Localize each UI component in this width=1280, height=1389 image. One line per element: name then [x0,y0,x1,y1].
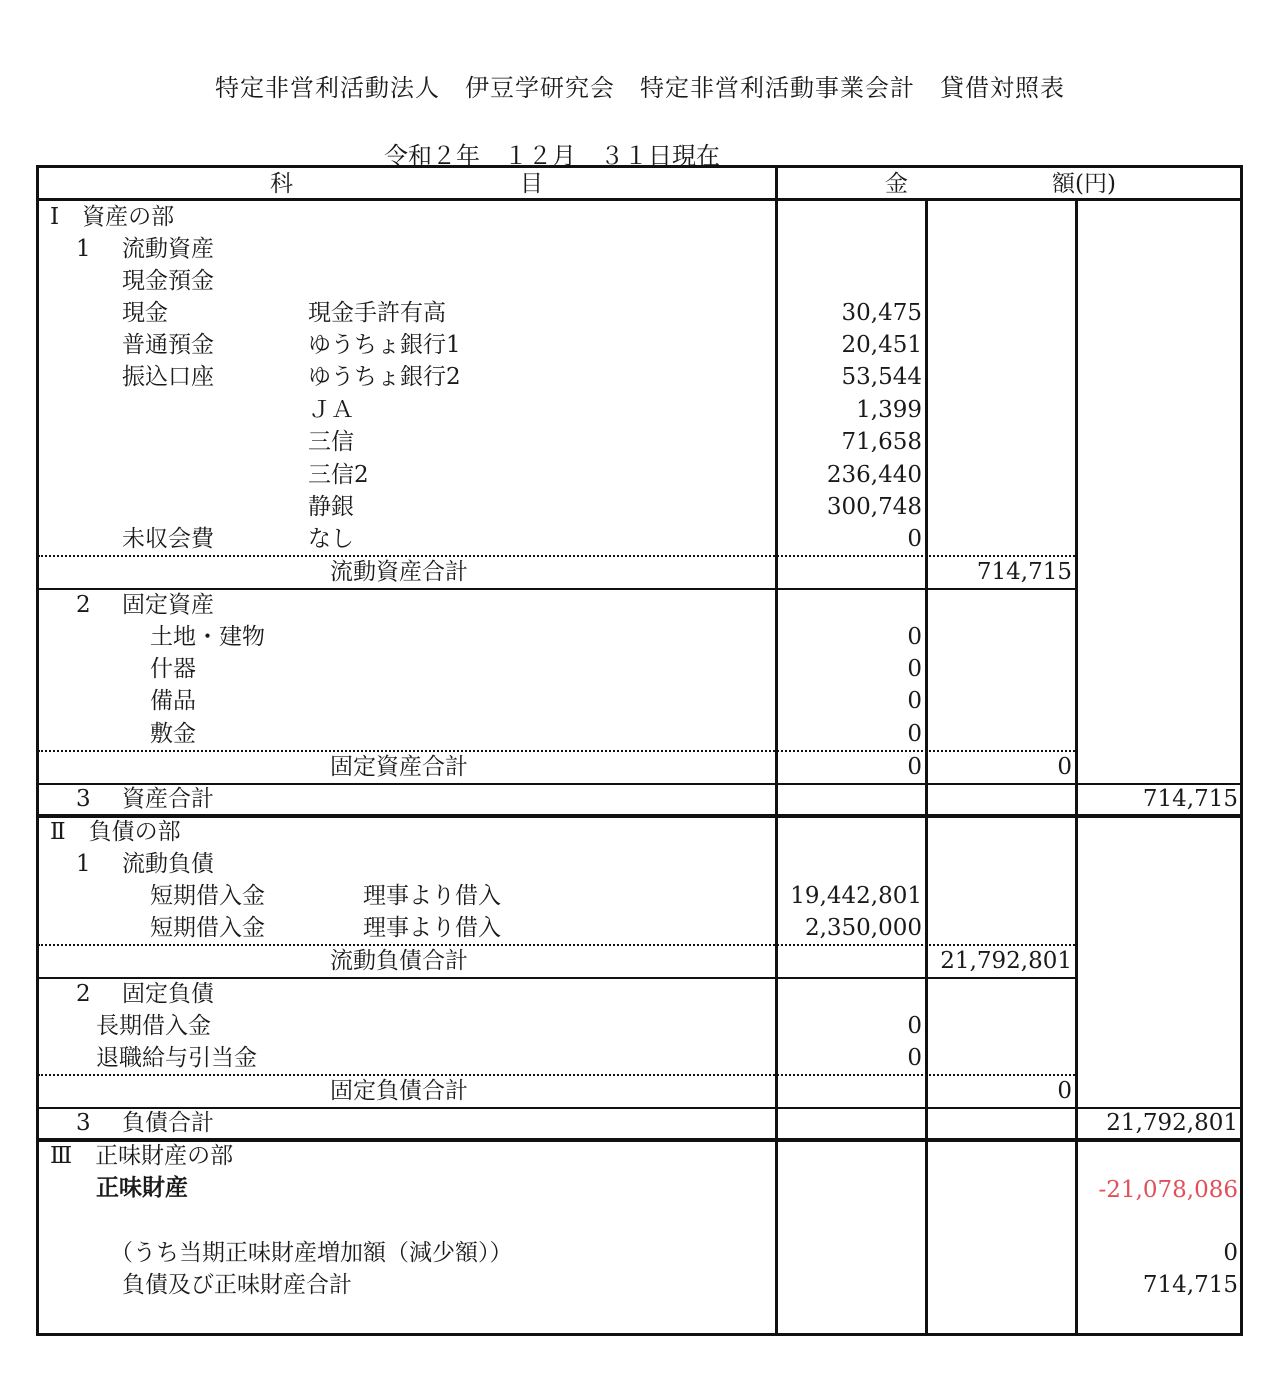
net-assets-section-title: Ⅲ 正味財産の部 [50,1143,234,1169]
current-assets-subtotal: 714,715 [976,559,1072,585]
double-divider [38,814,1241,818]
report-date: 令和２年 １２月 ３１日現在 [384,142,720,170]
asset-item: 現金 [122,300,168,326]
asset-amount: 20,451 [841,332,922,358]
asset-detail: ゆうちょ銀行2 [308,364,461,390]
fixed-assets-subtotal-label: 固定資産合計 [330,754,468,780]
asset-amount: 236,440 [826,462,922,488]
header-kingaku-1: 金 [885,171,908,197]
current-assets-heading: 流動資産 [122,236,214,262]
net-assets-change-label: （うち当期正味財産増加額（減少額）） [110,1240,513,1266]
asset-amount: 30,475 [841,300,922,326]
dotted-divider [38,944,1075,946]
fixed-asset-item: 敷金 [150,721,196,747]
column-divider-2 [925,200,928,1336]
grand-total: 714,715 [1142,1272,1238,1298]
liabilities-total-no: 3 [76,1110,91,1136]
asset-detail: 三信 [308,429,354,455]
fixed-liabilities-subtotal-label: 固定負債合計 [330,1078,468,1104]
fixed-asset-item: 土地・建物 [150,624,265,650]
liability-detail: 理事より借入 [363,915,501,941]
fixed-asset-amount: 0 [907,721,922,747]
fixed-assets-heading: 固定資産 [122,592,214,618]
fixed-asset-item: 什器 [150,656,196,682]
fixed-liabilities-heading: 固定負債 [122,981,214,1007]
fixed-liability-amount: 0 [907,1045,922,1071]
row-divider [38,783,1241,785]
current-assets-subtotal-label: 流動資産合計 [330,559,468,585]
liability-detail: 理事より借入 [363,883,501,909]
fixed-asset-amount: 0 [907,688,922,714]
header-kamoku-1: 科 [270,171,293,197]
asset-detail: ゆうちょ銀行1 [308,332,461,358]
fixed-asset-amount: 0 [907,656,922,682]
asset-detail: 三信2 [308,462,369,488]
assets-total-label: 資産合計 [122,786,214,812]
fixed-assets-subtotal-c2: 0 [1057,754,1072,780]
asset-detail: 現金手許有高 [308,300,446,326]
asset-amount: 71,658 [841,429,922,455]
column-divider-3 [1075,200,1078,1336]
assets-total: 714,715 [1142,786,1238,812]
fixed-liabilities-no: 2 [76,981,91,1007]
row-divider [38,1107,1241,1109]
assets-total-no: 3 [76,786,91,812]
net-assets-label: 正味財産 [96,1174,188,1201]
current-liabilities-subtotal-label: 流動負債合計 [330,948,468,974]
header-kamoku-2: 目 [520,171,543,197]
fixed-asset-amount: 0 [907,624,922,650]
asset-amount: 300,748 [826,494,922,520]
asset-amount: 1,399 [856,397,922,423]
current-liabilities-no: 1 [76,851,91,877]
document-title: 特定非営利活動法人 伊豆学研究会 特定非営利活動事業会計 貸借対照表 [215,74,1065,102]
current-liabilities-subtotal: 21,792,801 [940,948,1072,974]
fixed-asset-item: 備品 [150,688,196,714]
assets-section-title: Ⅰ 資産の部 [50,204,175,230]
asset-amount: 0 [907,526,922,552]
fixed-assets-subtotal-c1: 0 [907,754,922,780]
fixed-liability-item: 長期借入金 [96,1013,211,1039]
asset-detail: ＪＡ [308,397,354,423]
header-kingaku-2: 額(円) [1052,171,1116,197]
fixed-liability-amount: 0 [907,1013,922,1039]
liabilities-total-label: 負債合計 [122,1110,214,1136]
liability-item: 短期借入金 [150,883,265,909]
liabilities-section-title: Ⅱ 負債の部 [50,819,181,845]
dotted-divider [38,1074,1075,1076]
grand-total-label: 負債及び正味財産合計 [122,1272,352,1298]
liability-item: 短期借入金 [150,915,265,941]
asset-detail: 静銀 [308,494,354,520]
current-liabilities-heading: 流動負債 [122,851,214,877]
liabilities-total: 21,792,801 [1106,1110,1238,1136]
cash-deposits-heading: 現金預金 [122,268,214,294]
asset-item: 振込口座 [122,364,214,390]
asset-detail: なし [308,526,354,552]
asset-amount: 53,544 [841,364,922,390]
liability-amount: 2,350,000 [804,915,922,941]
net-assets-change-value: 0 [1223,1240,1238,1266]
fixed-assets-no: 2 [76,592,91,618]
fixed-liability-item: 退職給与引当金 [96,1045,257,1071]
current-assets-no: 1 [76,236,91,262]
liability-amount: 19,442,801 [790,883,922,909]
dotted-divider [38,555,1075,557]
asset-item: 普通預金 [122,332,214,358]
asset-item: 未収会費 [122,526,214,552]
fixed-liabilities-subtotal: 0 [1057,1078,1072,1104]
net-assets-value: -21,078,086 [1098,1177,1238,1203]
